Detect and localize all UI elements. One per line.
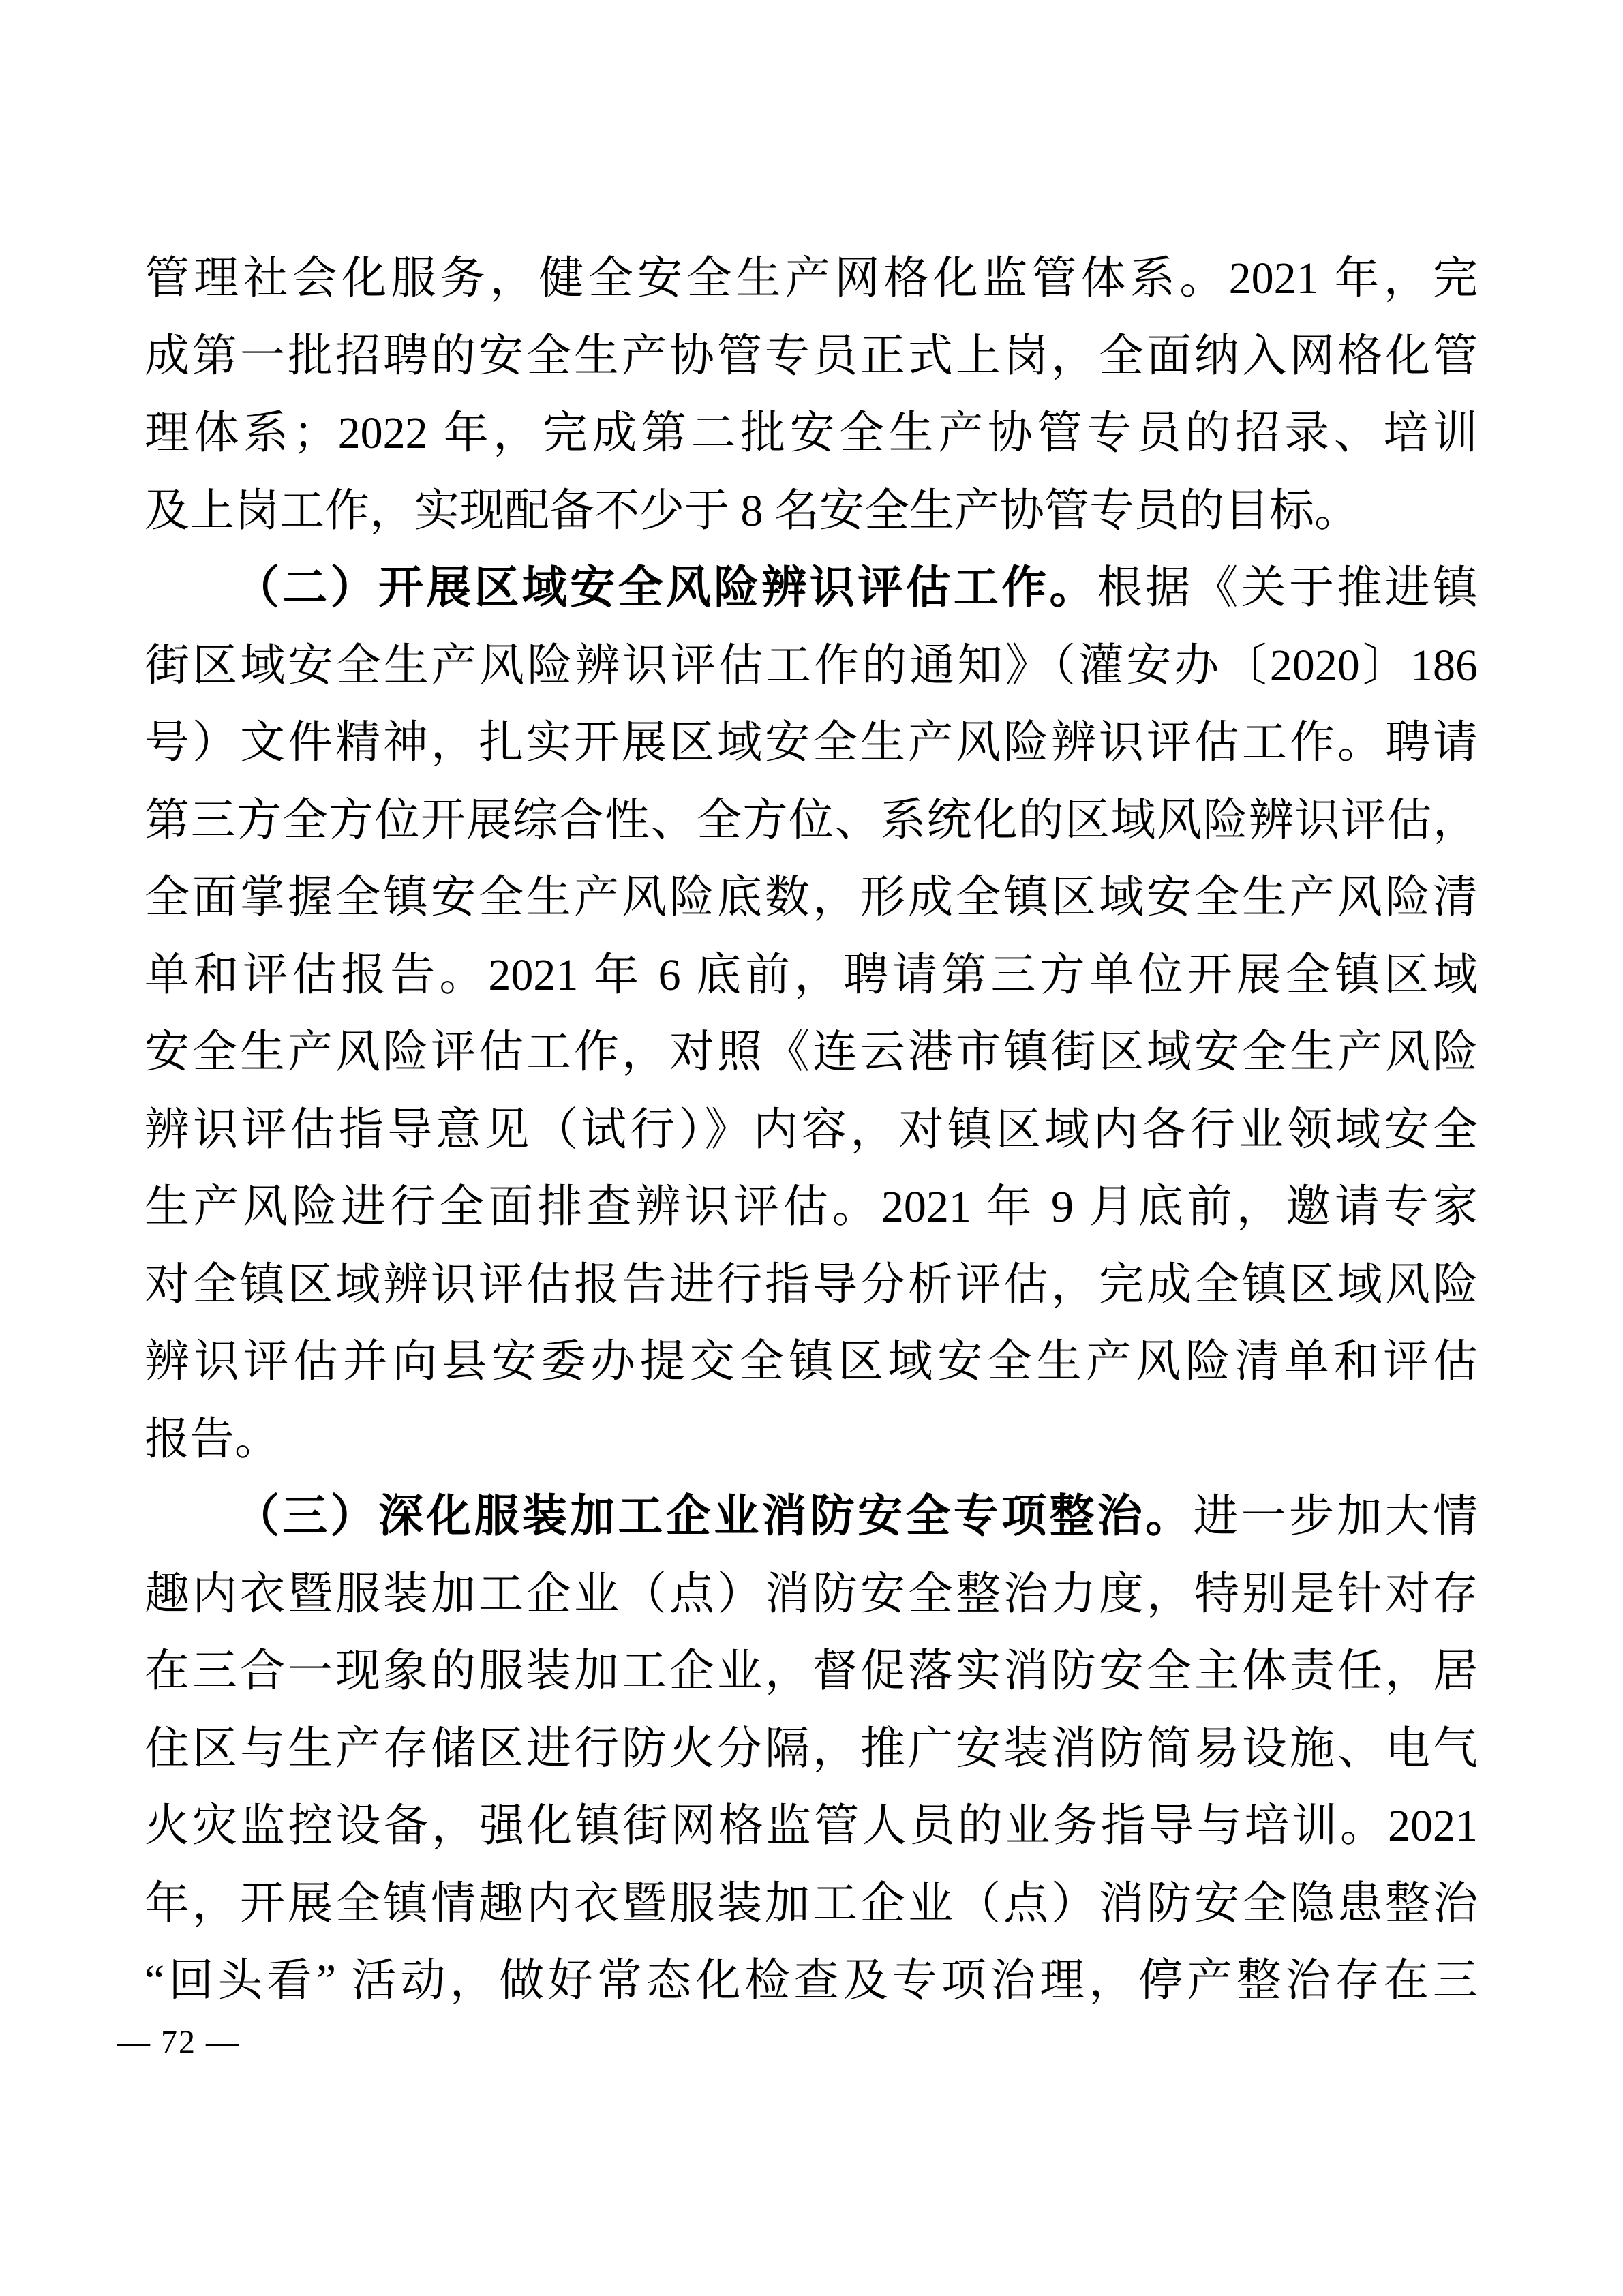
text-line	[145, 1942, 1478, 2020]
paragraph-text: 街区域安全生产风险辨识评估工作的通知》（灌安办〔2020〕186	[145, 640, 1478, 691]
paragraph-text: 在三合一现象的服装加工企业，督促落实消防安全主体责任，居	[145, 1646, 1478, 1696]
text-line	[145, 1014, 1478, 1091]
paragraph-text: 及上岗工作，实现配备不少于 8 名安全生产协管专员的目标。	[145, 485, 1359, 536]
text-line	[145, 1168, 1478, 1246]
text-line	[145, 1865, 1478, 1943]
document-body	[145, 240, 1478, 2020]
text-line	[145, 1710, 1478, 1788]
paragraph-text: 全面掌握全镇安全生产风险底数，形成全镇区域安全生产风险清	[145, 873, 1478, 922]
paragraph-text: 火灾监控设备，强化镇街网格监管人员的业务指导与培训。2021	[145, 1801, 1478, 1851]
text-line	[145, 1787, 1478, 1865]
paragraph-text: 单和评估报告。2021 年 6 底前，聘请第三方单位开展全镇区域	[145, 950, 1478, 1000]
paragraph-text: 安全生产风险评估工作，对照《连云港市镇街区域安全生产风险	[145, 1027, 1478, 1077]
text-line	[145, 1323, 1478, 1401]
text-line	[145, 549, 1478, 627]
text-line	[145, 472, 1478, 550]
text-line	[145, 859, 1478, 937]
paragraph-text: 号）文件精神，扎实开展区域安全生产风险辨识评估工作。聘请	[145, 718, 1478, 768]
paragraph-text: 进一步加大情	[1193, 1492, 1478, 1541]
paragraph-lead-bold-text: （二）开展区域安全风险辨识评估工作。	[234, 563, 1097, 613]
text-line	[145, 240, 1478, 318]
paragraph-text: 报告。	[145, 1414, 279, 1464]
paragraph-text: 辨识评估并向县安委办提交全镇区域安全生产风险清单和评估	[145, 1337, 1478, 1387]
paragraph-text: 理体系；2022 年，完成第二批安全生产协管专员的招录、培训	[145, 408, 1478, 458]
paragraph-text: “回头看” 活动，做好常态化检查及专项治理，停产整治存在三	[145, 1956, 1478, 2006]
page-number: — 72 —	[117, 2024, 240, 2060]
paragraph-text: 根据《关于推进镇	[1097, 563, 1478, 613]
text-line	[145, 1091, 1478, 1169]
paragraph-text: 年，开展全镇情趣内衣暨服装加工企业（点）消防安全隐患整治	[145, 1878, 1478, 1929]
paragraph-text: 生产风险进行全面排查辨识评估。2021 年 9 月底前，邀请专家	[145, 1182, 1478, 1232]
paragraph-lead-bold-text: （三）深化服装加工企业消防安全专项整治。	[234, 1492, 1194, 1541]
text-line	[145, 1633, 1478, 1710]
paragraph-text: 第三方全方位开展综合性、全方位、系统化的区域风险辨识评估，	[145, 795, 1478, 845]
text-line	[145, 1478, 1478, 1556]
text-line	[145, 704, 1478, 782]
paragraph-text: 管理社会化服务，健全安全生产网格化监管体系。2021 年，完	[145, 254, 1478, 303]
text-line	[145, 1556, 1478, 1633]
paragraph-text: 趣内衣暨服装加工企业（点）消防安全整治力度，特别是针对存	[145, 1569, 1478, 1619]
text-line	[145, 782, 1478, 860]
text-line	[145, 1401, 1478, 1479]
text-line	[145, 395, 1478, 472]
paragraph-text: 住区与生产存储区进行防火分隔，推广安装消防简易设施、电气	[145, 1723, 1478, 1774]
paragraph-text: 辨识评估指导意见（试行）》内容，对镇区域内各行业领域安全	[145, 1104, 1478, 1155]
text-line	[145, 627, 1478, 705]
paragraph-text: 成第一批招聘的安全生产协管专员正式上岗，全面纳入网格化管	[145, 331, 1478, 381]
text-line	[145, 937, 1478, 1014]
paragraph-text: 对全镇区域辨识评估报告进行指导分析评估，完成全镇区域风险	[145, 1259, 1478, 1310]
text-line	[145, 318, 1478, 395]
text-line	[145, 1246, 1478, 1324]
